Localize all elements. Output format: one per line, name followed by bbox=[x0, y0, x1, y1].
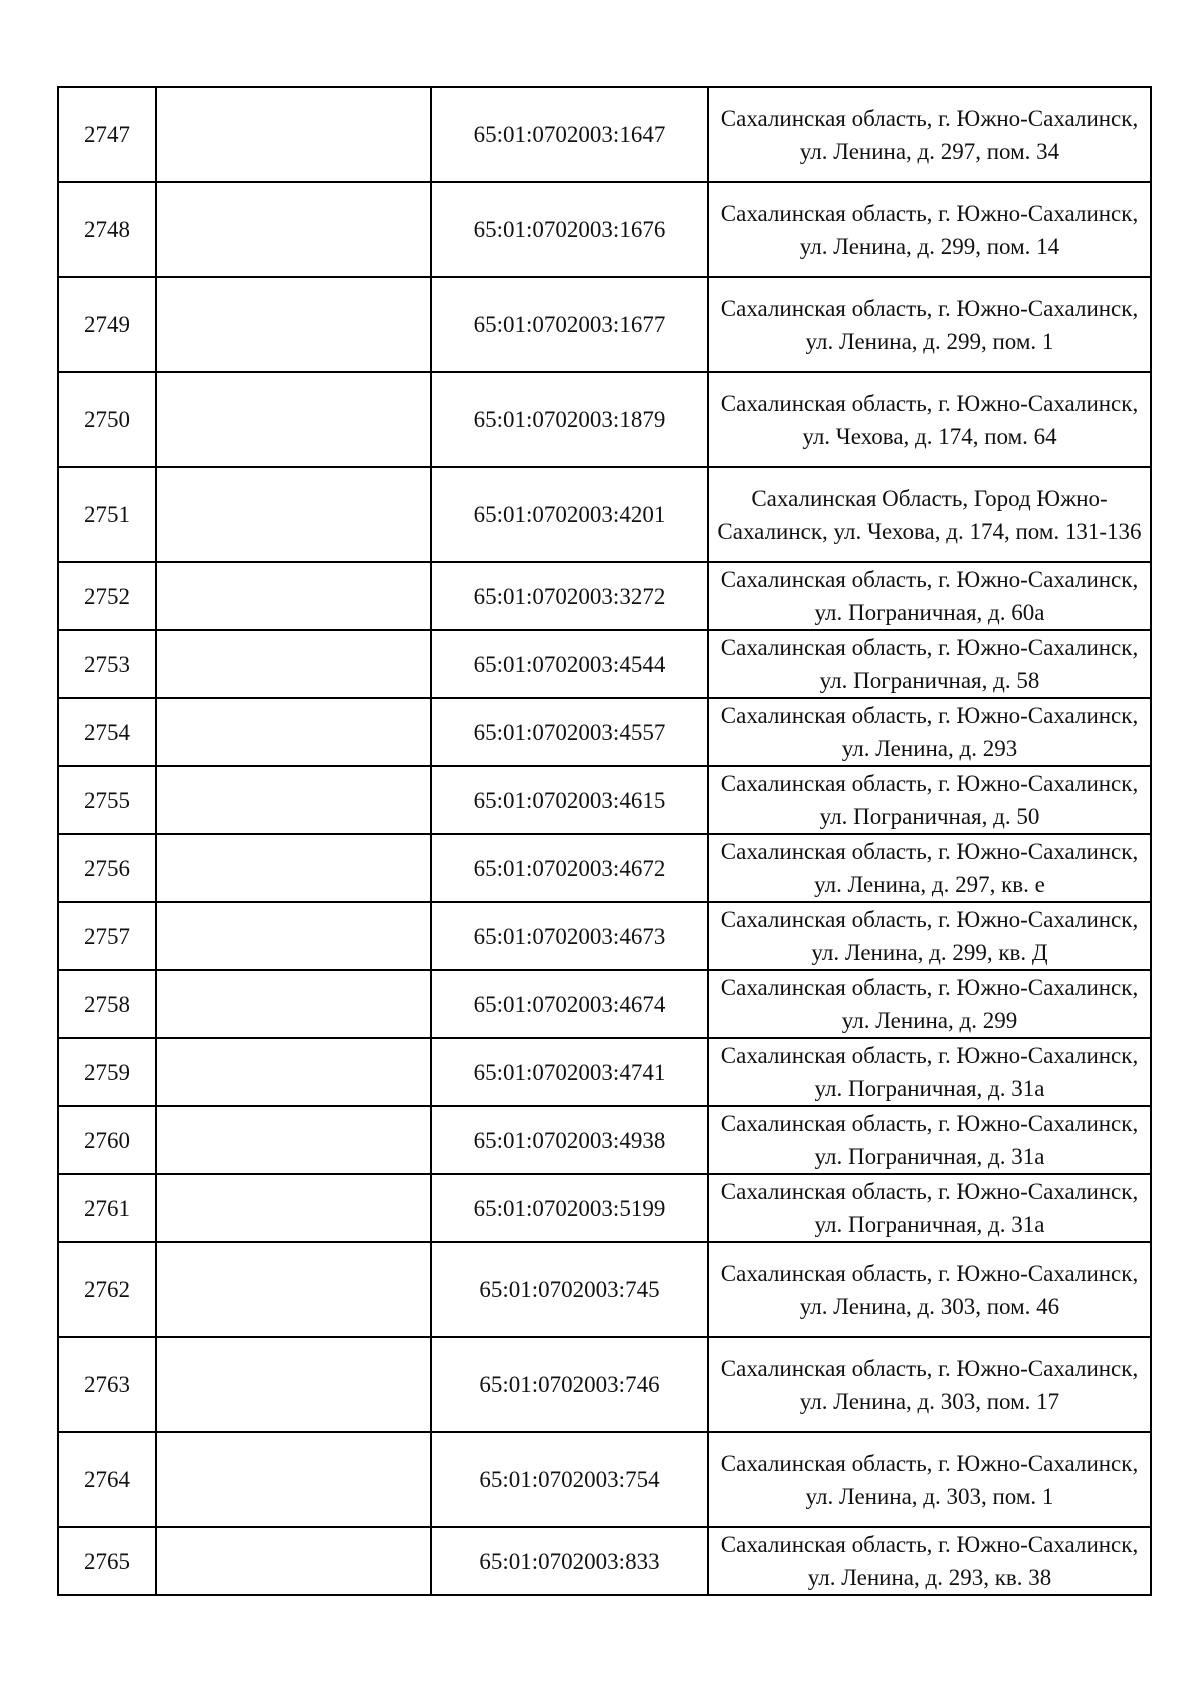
table-row bbox=[58, 902, 1151, 970]
row-number: 2756 bbox=[58, 834, 156, 902]
table-row bbox=[58, 372, 1151, 467]
cadastral-number: 65:01:0702003:754 bbox=[431, 1432, 708, 1527]
address-cell: Сахалинская область, г. Южно-Сахалинск, ул. Пограничная, д. 58 bbox=[708, 630, 1151, 698]
row-number: 2753 bbox=[58, 630, 156, 698]
object-name-cell bbox=[156, 970, 431, 1038]
row-number: 2749 bbox=[58, 277, 156, 372]
object-name-cell bbox=[156, 372, 431, 467]
table-row bbox=[58, 467, 1151, 562]
cadastral-number: 65:01:0702003:4673 bbox=[431, 902, 708, 970]
table-row bbox=[58, 1432, 1151, 1527]
address-cell: Сахалинская область, г. Южно-Сахалинск, ул. Ленина, д. 299, кв. Д bbox=[708, 902, 1151, 970]
address-cell: Сахалинская область, г. Южно-Сахалинск, ул. Ленина, д. 299 bbox=[708, 970, 1151, 1038]
row-number: 2765 bbox=[58, 1527, 156, 1595]
cadastral-number: 65:01:0702003:4938 bbox=[431, 1106, 708, 1174]
object-name-cell bbox=[156, 766, 431, 834]
address-cell: Сахалинская область, г. Южно-Сахалинск, ул. Ленина, д. 293 bbox=[708, 698, 1151, 766]
table-row bbox=[58, 1038, 1151, 1106]
object-name-cell bbox=[156, 87, 431, 182]
table-row bbox=[58, 277, 1151, 372]
object-name-cell bbox=[156, 1242, 431, 1337]
address-cell: Сахалинская область, г. Южно-Сахалинск, ул. Пограничная, д. 60а bbox=[708, 562, 1151, 630]
row-number: 2754 bbox=[58, 698, 156, 766]
cadastral-number: 65:01:0702003:4672 bbox=[431, 834, 708, 902]
object-name-cell bbox=[156, 698, 431, 766]
address-cell: Сахалинская область, г. Южно-Сахалинск, ул. Ленина, д. 303, пом. 17 bbox=[708, 1337, 1151, 1432]
table-row bbox=[58, 87, 1151, 182]
object-name-cell bbox=[156, 1337, 431, 1432]
address-cell: Сахалинская область, г. Южно-Сахалинск, ул. Ленина, д. 293, кв. 38 bbox=[708, 1527, 1151, 1595]
cadastral-number: 65:01:0702003:4544 bbox=[431, 630, 708, 698]
address-cell: Сахалинская область, г. Южно-Сахалинск, ул. Пограничная, д. 31а bbox=[708, 1106, 1151, 1174]
row-number: 2762 bbox=[58, 1242, 156, 1337]
address-cell: Сахалинская Область, Город Южно-Сахалинск, ул. Чехова, д. 174, пом. 131-136 bbox=[708, 467, 1151, 562]
cadastral-number: 65:01:0702003:4615 bbox=[431, 766, 708, 834]
address-cell: Сахалинская область, г. Южно-Сахалинск, ул. Пограничная, д. 31а bbox=[708, 1174, 1151, 1242]
row-number: 2764 bbox=[58, 1432, 156, 1527]
object-name-cell bbox=[156, 1527, 431, 1595]
object-name-cell bbox=[156, 277, 431, 372]
row-number: 2757 bbox=[58, 902, 156, 970]
object-name-cell bbox=[156, 902, 431, 970]
address-cell: Сахалинская область, г. Южно-Сахалинск, ул. Ленина, д. 299, пом. 1 bbox=[708, 277, 1151, 372]
table-row bbox=[58, 1242, 1151, 1337]
address-cell: Сахалинская область, г. Южно-Сахалинск, ул. Ленина, д. 303, пом. 1 bbox=[708, 1432, 1151, 1527]
cadastral-number: 65:01:0702003:5199 bbox=[431, 1174, 708, 1242]
address-cell: Сахалинская область, г. Южно-Сахалинск, ул. Пограничная, д. 50 bbox=[708, 766, 1151, 834]
row-number: 2763 bbox=[58, 1337, 156, 1432]
address-cell: Сахалинская область, г. Южно-Сахалинск, ул. Чехова, д. 174, пом. 64 bbox=[708, 372, 1151, 467]
row-number: 2758 bbox=[58, 970, 156, 1038]
row-number: 2747 bbox=[58, 87, 156, 182]
address-cell: Сахалинская область, г. Южно-Сахалинск, ул. Ленина, д. 297, кв. е bbox=[708, 834, 1151, 902]
row-number: 2760 bbox=[58, 1106, 156, 1174]
table-row bbox=[58, 834, 1151, 902]
cadastral-number: 65:01:0702003:3272 bbox=[431, 562, 708, 630]
object-name-cell bbox=[156, 1432, 431, 1527]
cadastral-number: 65:01:0702003:1676 bbox=[431, 182, 708, 277]
table-row bbox=[58, 970, 1151, 1038]
cadastral-number: 65:01:0702003:4201 bbox=[431, 467, 708, 562]
table-row bbox=[58, 698, 1151, 766]
object-name-cell bbox=[156, 630, 431, 698]
address-cell: Сахалинская область, г. Южно-Сахалинск, ул. Ленина, д. 299, пом. 14 bbox=[708, 182, 1151, 277]
cadastral-number: 65:01:0702003:4674 bbox=[431, 970, 708, 1038]
cadastral-number: 65:01:0702003:4557 bbox=[431, 698, 708, 766]
row-number: 2755 bbox=[58, 766, 156, 834]
table-row bbox=[58, 1337, 1151, 1432]
cadastral-number: 65:01:0702003:833 bbox=[431, 1527, 708, 1595]
address-cell: Сахалинская область, г. Южно-Сахалинск, ул. Ленина, д. 303, пом. 46 bbox=[708, 1242, 1151, 1337]
object-name-cell bbox=[156, 1038, 431, 1106]
cadastral-number: 65:01:0702003:745 bbox=[431, 1242, 708, 1337]
row-number: 2759 bbox=[58, 1038, 156, 1106]
object-name-cell bbox=[156, 182, 431, 277]
table-row bbox=[58, 1106, 1151, 1174]
address-cell: Сахалинская область, г. Южно-Сахалинск, ул. Ленина, д. 297, пом. 34 bbox=[708, 87, 1151, 182]
table-row bbox=[58, 182, 1151, 277]
object-name-cell bbox=[156, 1174, 431, 1242]
object-name-cell bbox=[156, 1106, 431, 1174]
property-registry-table bbox=[57, 86, 1152, 1596]
row-number: 2748 bbox=[58, 182, 156, 277]
cadastral-number: 65:01:0702003:746 bbox=[431, 1337, 708, 1432]
row-number: 2761 bbox=[58, 1174, 156, 1242]
table-row bbox=[58, 1527, 1151, 1595]
row-number: 2750 bbox=[58, 372, 156, 467]
object-name-cell bbox=[156, 834, 431, 902]
row-number: 2752 bbox=[58, 562, 156, 630]
address-cell: Сахалинская область, г. Южно-Сахалинск, ул. Пограничная, д. 31а bbox=[708, 1038, 1151, 1106]
cadastral-number: 65:01:0702003:1647 bbox=[431, 87, 708, 182]
table-row bbox=[58, 1174, 1151, 1242]
object-name-cell bbox=[156, 562, 431, 630]
cadastral-number: 65:01:0702003:1879 bbox=[431, 372, 708, 467]
table-row bbox=[58, 766, 1151, 834]
row-number: 2751 bbox=[58, 467, 156, 562]
table-row bbox=[58, 630, 1151, 698]
table-row bbox=[58, 562, 1151, 630]
cadastral-number: 65:01:0702003:1677 bbox=[431, 277, 708, 372]
cadastral-number: 65:01:0702003:4741 bbox=[431, 1038, 708, 1106]
object-name-cell bbox=[156, 467, 431, 562]
